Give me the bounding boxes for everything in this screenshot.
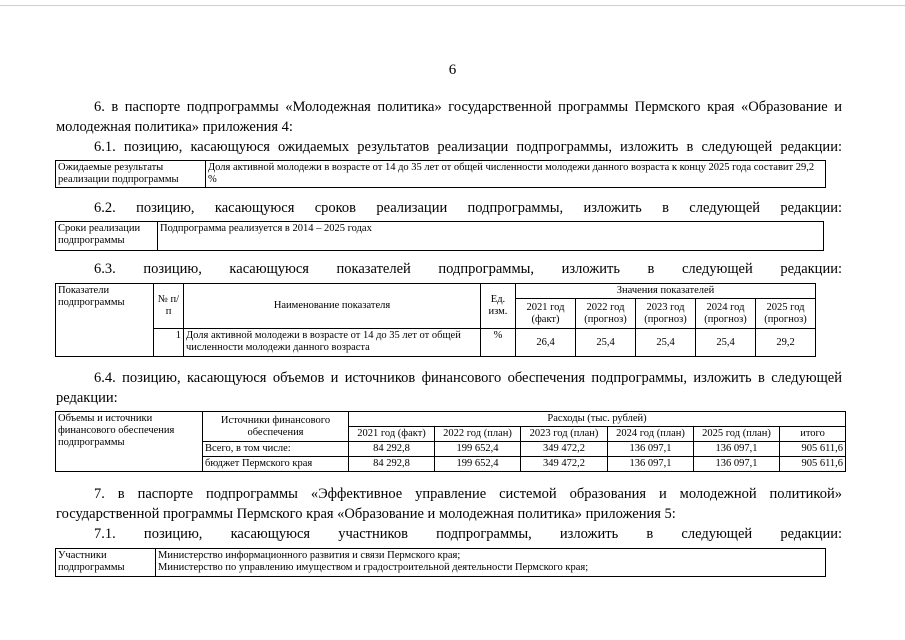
year-header: 2025 год (прогноз) bbox=[756, 299, 816, 329]
year-header: 2021 год (факт) bbox=[516, 299, 576, 329]
paragraph-7-1: 7.1. позицию, касающуюся участников подпрограммы, изложить в следующей редакции: bbox=[94, 526, 842, 542]
funding-value: 84 292,8 bbox=[349, 442, 435, 457]
funding-col-header: итого bbox=[780, 427, 846, 442]
paragraph-6-1: 6.1. позицию, касающуюся ожидаемых результатов реализации подпрограммы, изложить в следующей редакции: bbox=[94, 139, 842, 155]
participants-list bbox=[156, 549, 826, 577]
participant-line: Министерство по управлению имуществом и градостроительной деятельности Пермского края; bbox=[158, 562, 589, 573]
timeframe-value: Подпрограмма реализуется в 2014 – 2025 годах bbox=[158, 222, 824, 251]
funding-label: Объемы и источники финансового обеспечения подпрограммы bbox=[56, 412, 203, 472]
indicator-name: Доля активной молодежи в возрасте от 14 до 35 лет от общей численности молодежи данного возраста bbox=[184, 329, 481, 357]
funding-col-header: 2023 год (план) bbox=[521, 427, 608, 442]
year-header: 2023 год (прогноз) bbox=[636, 299, 696, 329]
funding-source: Всего, в том числе: bbox=[203, 442, 349, 457]
indicators-label: Показатели подпрограммы bbox=[56, 284, 154, 357]
funding-value: 349 472,2 bbox=[521, 442, 608, 457]
indicator-unit: % bbox=[481, 329, 516, 357]
indicator-value: 29,2 bbox=[756, 329, 816, 357]
paragraph-6: 6. в паспорте подпрограммы «Молодежная политика» государственной программы Пермского края «Образование и молодежная политика» приложения 4: bbox=[56, 99, 842, 135]
expenses-header: Расходы (тыс. рублей) bbox=[349, 412, 846, 427]
expected-results-label: Ожидаемые результаты реализации подпрограммы bbox=[56, 161, 206, 188]
funding-col-header: 2022 год (план) bbox=[435, 427, 521, 442]
participant-line: Министерство информационного развития и связи Пермского края; bbox=[158, 550, 461, 561]
funding-value: 84 292,8 bbox=[349, 457, 435, 472]
indicator-value: 26,4 bbox=[516, 329, 576, 357]
funding-value: 136 097,1 bbox=[608, 442, 694, 457]
funding-value: 136 097,1 bbox=[608, 457, 694, 472]
values-header: Значения показателей bbox=[516, 284, 816, 299]
funding-source: бюджет Пермского края bbox=[203, 457, 349, 472]
year-header: 2022 год (прогноз) bbox=[576, 299, 636, 329]
indicators-table bbox=[55, 283, 816, 357]
name-header: Наименование показателя bbox=[184, 284, 481, 329]
expected-results-value: Доля активной молодежи в возрасте от 14 до 35 лет от общей численности молодежи данного возраста к концу 2025 года составит 29,2 % bbox=[206, 161, 826, 188]
funding-value: 199 652,4 bbox=[435, 442, 521, 457]
indicator-value: 25,4 bbox=[636, 329, 696, 357]
paragraph-7: 7. в паспорте подпрограммы «Эффективное управление системой образования и молодежной политикой» государственной программы Пермского края «Образование и молодежная политика» приложения 5: bbox=[56, 486, 842, 522]
num-header: № п/п bbox=[154, 284, 184, 329]
funding-table bbox=[55, 411, 846, 472]
paragraph-6-4: 6.4. позицию, касающуюся объемов и источников финансового обеспечения подпрограммы, изложить в следующей редакции: bbox=[56, 370, 842, 406]
funding-col-header: 2021 год (факт) bbox=[349, 427, 435, 442]
participants-table bbox=[55, 548, 826, 577]
funding-col-header: 2025 год (план) bbox=[694, 427, 780, 442]
funding-value: 199 652,4 bbox=[435, 457, 521, 472]
unit-header: Ед. изм. bbox=[481, 284, 516, 329]
funding-value: 905 611,6 bbox=[780, 457, 846, 472]
paragraph-6-3: 6.3. позицию, касающуюся показателей подпрограммы, изложить в следующей редакции: bbox=[94, 261, 842, 277]
participants-label: Участники подпрограммы bbox=[56, 549, 156, 577]
year-header: 2024 год (прогноз) bbox=[696, 299, 756, 329]
timeframe-table bbox=[55, 221, 824, 251]
indicator-num: 1 bbox=[154, 329, 184, 357]
funding-value: 136 097,1 bbox=[694, 442, 780, 457]
timeframe-label: Сроки реализации подпрограммы bbox=[56, 222, 158, 251]
expected-results-table bbox=[55, 160, 826, 188]
funding-value: 905 611,6 bbox=[780, 442, 846, 457]
funding-col-header: 2024 год (план) bbox=[608, 427, 694, 442]
funding-value: 349 472,2 bbox=[521, 457, 608, 472]
source-header: Источники финансового обеспечения bbox=[203, 412, 349, 442]
paragraph-6-2: 6.2. позицию, касающуюся сроков реализации подпрограммы, изложить в следующей редакции: bbox=[94, 200, 842, 216]
indicator-value: 25,4 bbox=[576, 329, 636, 357]
funding-value: 136 097,1 bbox=[694, 457, 780, 472]
top-rule bbox=[0, 5, 905, 6]
page-number: 6 bbox=[448, 62, 457, 78]
indicator-value: 25,4 bbox=[696, 329, 756, 357]
